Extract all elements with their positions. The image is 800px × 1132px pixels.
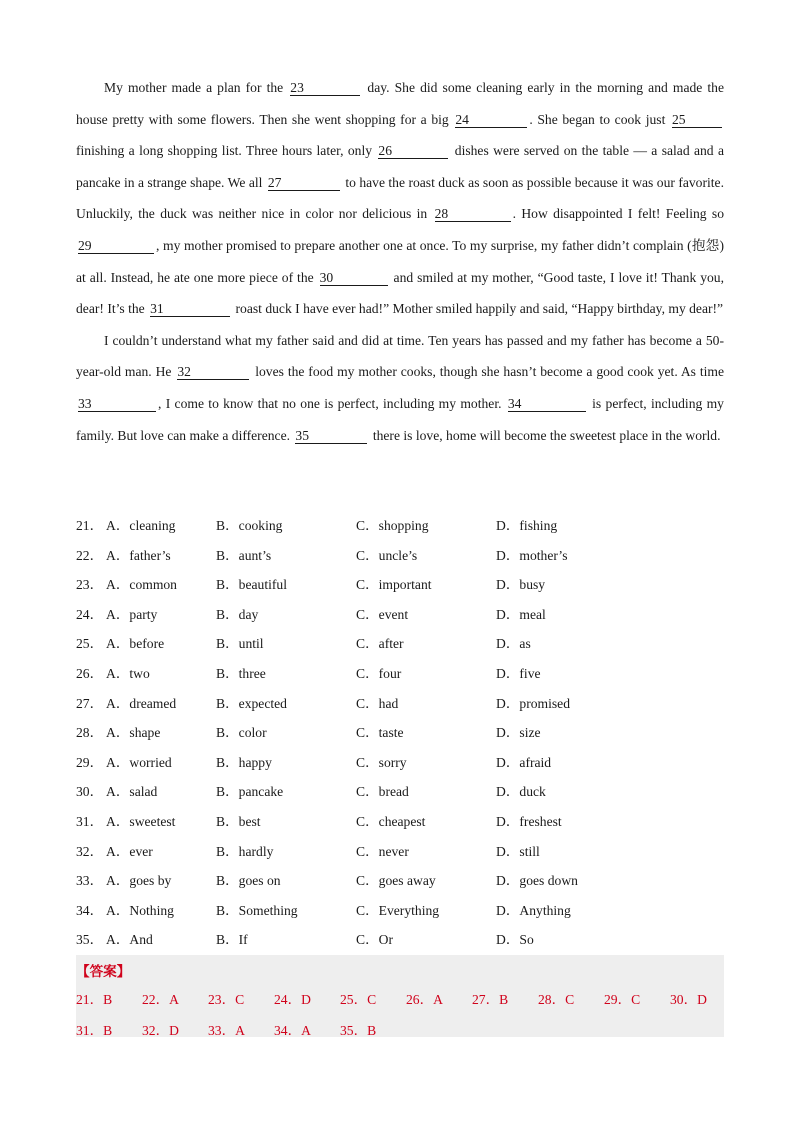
blank-23: 23 [290, 81, 360, 96]
option-a: A．party [106, 606, 158, 622]
answer-item: 25．C [340, 992, 377, 1007]
blank-27: 27 [268, 176, 340, 191]
option-a: A．before [106, 636, 165, 652]
option-b: B．best [216, 813, 261, 829]
question-row [76, 774, 736, 804]
option-a: A．shape [106, 725, 161, 741]
passage-text: day. She did some cleaning early in the morning and made the house pretty with some flowers. Then she went shopping for a big [76, 80, 724, 127]
option-b: B．until [216, 636, 264, 652]
option-d: D．meal [496, 606, 546, 622]
option-a: A．father’s [106, 547, 171, 563]
question-row [76, 804, 736, 834]
option-c: C．sorry [356, 754, 407, 770]
option-d: D．mother’s [496, 547, 568, 563]
question-number: 25． [76, 636, 104, 652]
option-c: C．had [356, 695, 399, 711]
question-row [76, 656, 736, 686]
paragraph-1 [76, 72, 724, 325]
option-c: C．cheapest [356, 813, 426, 829]
question-row [76, 567, 736, 597]
option-d: D．promised [496, 695, 571, 711]
answer-key [76, 955, 724, 1037]
answer-item: 34．A [274, 1023, 312, 1038]
passage-text: dishes were served on the table — a salad and a pancake in a strange shape. We all [76, 143, 724, 190]
answer-item: 24．D [274, 992, 312, 1007]
blank-32: 32 [177, 365, 249, 380]
option-c: C．uncle’s [356, 547, 418, 563]
option-c: C．after [356, 636, 404, 652]
option-b: B．color [216, 725, 267, 741]
question-row [76, 597, 736, 627]
option-a: A．two [106, 665, 150, 681]
question-row [76, 922, 736, 952]
answer-item: 31．B [76, 1023, 113, 1038]
paragraph-2 [76, 325, 724, 451]
blank-30: 30 [320, 271, 388, 286]
option-c: C．Or [356, 932, 394, 948]
option-b: B．beautiful [216, 577, 287, 593]
answer-item: 33．A [208, 1023, 246, 1038]
question-row [76, 686, 736, 716]
answer-heading: 【答案】 [76, 964, 131, 980]
option-b: B．If [216, 932, 248, 948]
option-a: A．dreamed [106, 695, 177, 711]
option-d: D．freshest [496, 813, 562, 829]
option-c: C．goes away [356, 873, 436, 889]
passage-text: , my mother promised to prepare another one at once. To my surprise, my father didn’t complain (抱怨) at all. Instead, he ate one more piece of the [76, 237, 724, 285]
question-row [76, 834, 736, 864]
question-number: 32． [76, 843, 104, 859]
question-row [76, 893, 736, 923]
option-b: B．expected [216, 695, 287, 711]
option-a: A．And [106, 932, 153, 948]
option-a: A．sweetest [106, 813, 176, 829]
passage [76, 72, 724, 451]
answer-item: 27．B [472, 992, 509, 1007]
question-number: 35． [76, 932, 104, 948]
question-number: 24． [76, 606, 104, 622]
option-c: C．four [356, 665, 402, 681]
option-c: C．important [356, 577, 432, 593]
answer-item: 28．C [538, 992, 575, 1007]
passage-text: . How disappointed I felt! Feeling so [512, 206, 725, 222]
blank-35: 35 [295, 429, 367, 444]
option-c: C．Everything [356, 902, 440, 918]
option-a: A．goes by [106, 873, 172, 889]
options-list [76, 508, 736, 952]
passage-text: and smiled at my mother, “Good taste, I love it! Thank you, dear! It’s the [76, 269, 724, 317]
passage-text: roast duck I have ever had!” Mother smiled happily and said, “Happy birthday, my dear!” [235, 301, 724, 317]
option-b: B．pancake [216, 784, 284, 800]
passage-text: finishing a long shopping list. Three hours later, only [76, 143, 373, 159]
question-number: 30． [76, 784, 104, 800]
option-d: D．busy [496, 577, 546, 593]
passage-text: there is love, home will become the sweetest place in the world. [372, 427, 721, 443]
blank-24: 24 [455, 113, 527, 128]
question-number: 23． [76, 577, 104, 593]
option-c: C．bread [356, 784, 409, 800]
answer-item: 30．D [670, 992, 708, 1007]
option-d: D．So [496, 932, 534, 948]
option-d: D．fishing [496, 518, 558, 533]
blank-33: 33 [78, 397, 156, 412]
option-b: B．happy [216, 754, 272, 770]
passage-text: My mother made a plan for the [104, 80, 284, 95]
option-d: D．goes down [496, 873, 578, 889]
question-row [76, 508, 736, 538]
question-row [76, 863, 736, 893]
answer-item: 21．B [76, 992, 113, 1007]
option-b: B．cooking [216, 518, 283, 533]
option-a: A．worried [106, 754, 172, 770]
passage-text: to have the roast duck as soon as possible because it was our favorite. Unluckily, the duck was neither nice in color nor delicious in [76, 174, 724, 222]
option-b: B．three [216, 665, 266, 681]
option-b: B．goes on [216, 873, 281, 889]
question-number: 33． [76, 873, 104, 889]
question-number: 31． [76, 813, 104, 829]
option-d: D．five [496, 665, 541, 681]
option-c: C．shopping [356, 518, 429, 533]
answer-item: 32．D [142, 1023, 180, 1038]
option-a: A．ever [106, 843, 153, 859]
passage-text: loves the food my mother cooks, though she hasn’t become a good cook yet. As time [255, 364, 725, 380]
blank-34: 34 [508, 397, 586, 412]
question-number: 34． [76, 902, 104, 918]
question-number: 22． [76, 547, 104, 563]
option-d: D．afraid [496, 754, 552, 770]
blank-26: 26 [378, 144, 448, 159]
question-number: 21． [76, 518, 104, 533]
option-b: B．day [216, 606, 259, 622]
passage-text: , I come to know that no one is perfect, including my mother. [158, 395, 502, 411]
option-d: D．as [496, 636, 531, 652]
option-a: A．cleaning [106, 518, 176, 533]
blank-28: 28 [435, 207, 511, 222]
option-d: D．duck [496, 784, 546, 800]
option-a: A．salad [106, 784, 158, 800]
question-row [76, 538, 736, 568]
blank-31: 31 [150, 302, 230, 317]
blank-25: 25 [672, 113, 722, 128]
question-row [76, 745, 736, 775]
question-number: 29． [76, 754, 104, 770]
answer-item: 35．B [340, 1023, 377, 1038]
answer-item: 22．A [142, 992, 180, 1007]
option-b: B．aunt’s [216, 547, 272, 563]
option-d: D．Anything [496, 902, 571, 918]
option-c: C．taste [356, 725, 404, 741]
question-row [76, 715, 736, 745]
option-c: C．never [356, 843, 409, 859]
passage-text: is perfect, including my family. But love can make a difference. [76, 395, 724, 443]
question-number: 27． [76, 695, 104, 711]
option-b: B．hardly [216, 843, 274, 859]
question-number: 26． [76, 665, 104, 681]
passage-text: I couldn’t understand what my father said and did at time. Ten years has passed and my father has become a 50-year-old man. He [76, 332, 724, 380]
option-d: D．size [496, 725, 541, 741]
option-b: B．Something [216, 902, 298, 918]
passage-text: . She began to cook just [529, 111, 666, 127]
answer-item: 23．C [208, 992, 245, 1007]
option-d: D．still [496, 843, 540, 859]
option-a: A．Nothing [106, 902, 174, 918]
answer-item: 29．C [604, 992, 641, 1007]
option-a: A．common [106, 577, 177, 593]
option-c: C．event [356, 606, 409, 622]
blank-29: 29 [78, 239, 154, 254]
answer-item: 26．A [406, 992, 444, 1007]
question-row [76, 626, 736, 656]
question-number: 28． [76, 725, 104, 741]
